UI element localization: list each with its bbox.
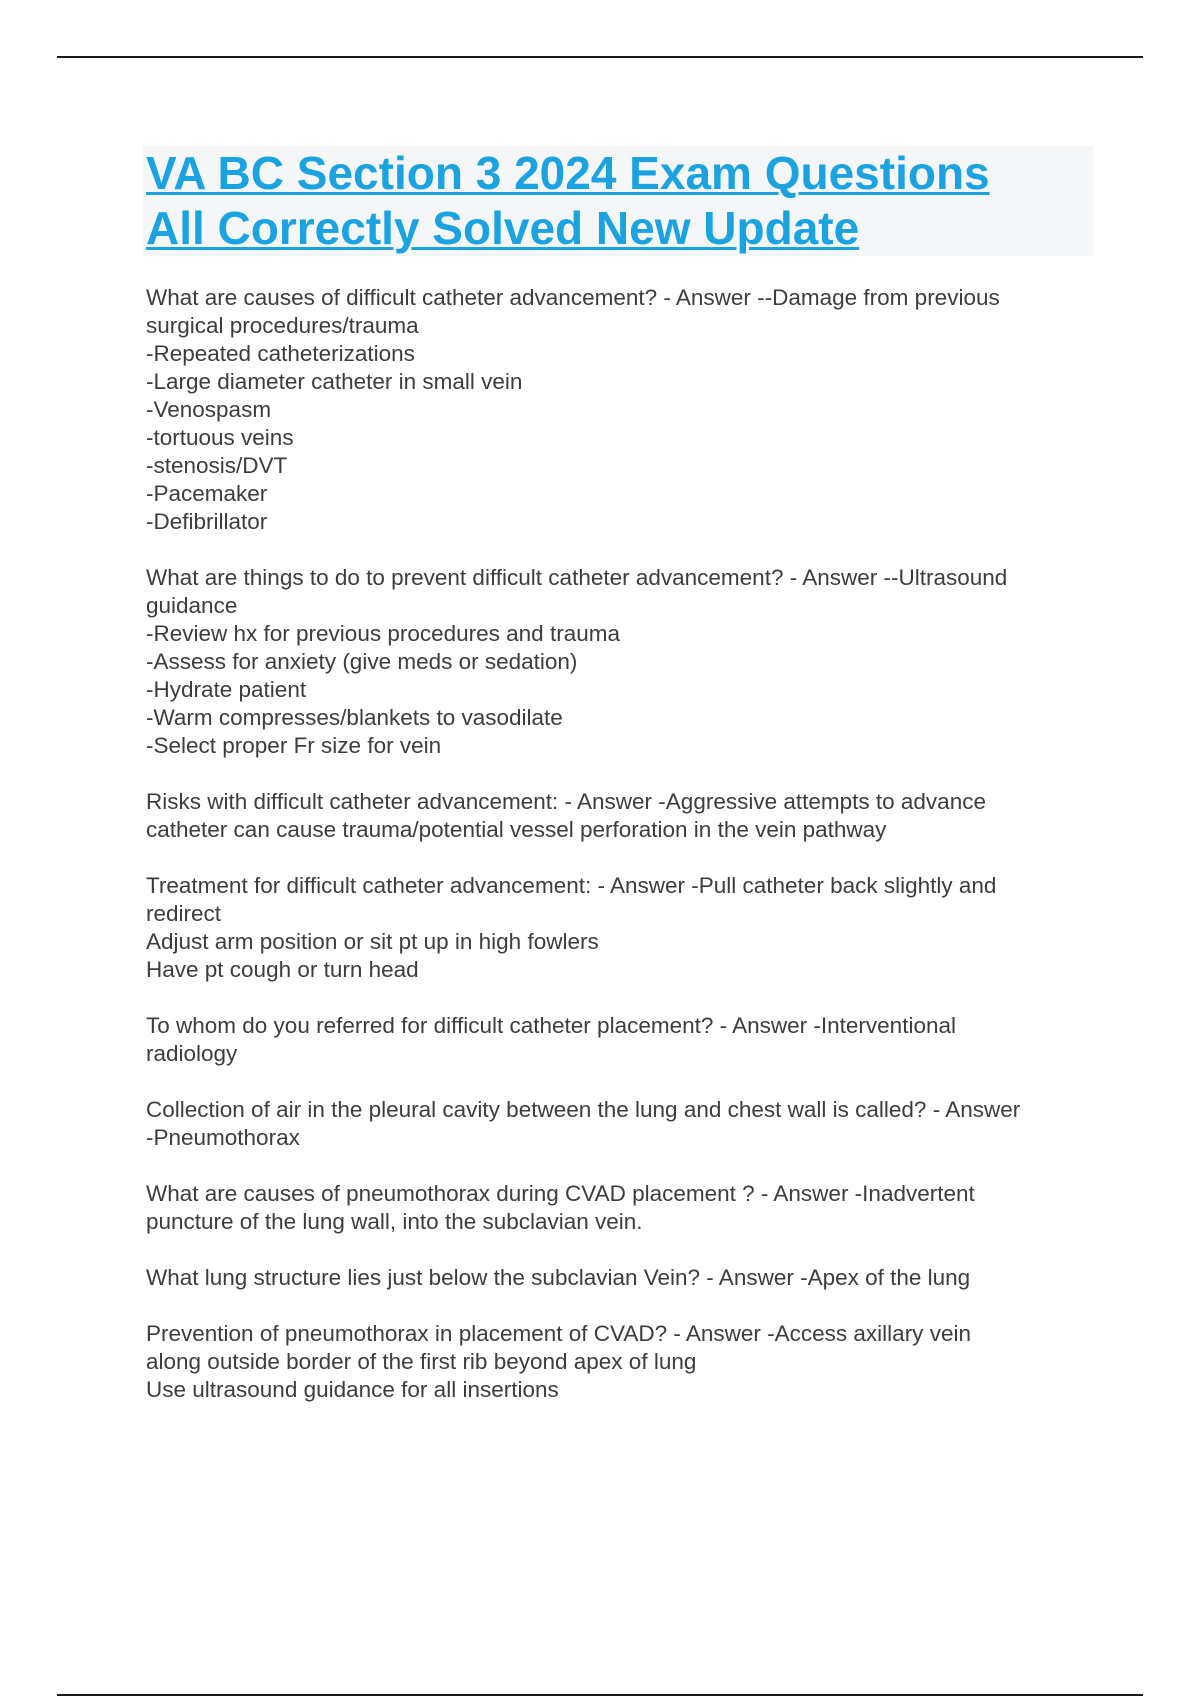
qa-line: catheter can cause trauma/potential vessel perforation in the vein pathway [146,817,887,842]
qa-line: -tortuous veins [146,425,294,450]
qa-line: -Select proper Fr size for vein [146,733,442,758]
qa-line: -Assess for anxiety (give meds or sedation) [146,649,578,674]
qa-block [146,1012,1096,1068]
qa-line: -Hydrate patient [146,677,307,702]
qa-line: Collection of air in the pleural cavity between the lung and chest wall is called? - Answer [146,1097,1021,1122]
qa-block [146,1320,1096,1404]
title-line-1[interactable]: VA BC Section 3 2024 Exam Questions [146,147,990,199]
qa-line: What are causes of difficult catheter advancement? - Answer --Damage from previous [146,285,1000,310]
qa-line: Prevention of pneumothorax in placement of CVAD? - Answer -Access axillary vein [146,1321,971,1346]
top-rule [57,56,1143,58]
qa-line: surgical procedures/trauma [146,313,419,338]
qa-line: To whom do you referred for difficult catheter placement? - Answer -Interventional [146,1013,956,1038]
qa-line: Risks with difficult catheter advancement: - Answer -Aggressive attempts to advance [146,789,986,814]
qa-block [146,788,1096,844]
qa-line: -Venospasm [146,397,272,422]
qa-line: -Repeated catheterizations [146,341,415,366]
qa-line: What lung structure lies just below the subclavian Vein? - Answer -Apex of the lung [146,1265,971,1290]
qa-block [146,284,1096,536]
qa-line: -Pneumothorax [146,1125,300,1150]
qa-line: What are things to do to prevent difficult catheter advancement? - Answer --Ultrasound [146,565,1008,590]
qa-line: along outside border of the first rib beyond apex of lung [146,1349,697,1374]
qa-line: What are causes of pneumothorax during CVAD placement ? - Answer -Inadvertent [146,1181,975,1206]
qa-block [146,872,1096,984]
qa-block [146,564,1096,760]
qa-line: -Large diameter catheter in small vein [146,369,523,394]
qa-line: -Review hx for previous procedures and trauma [146,621,620,646]
qa-block [146,1264,1096,1292]
bottom-rule [57,1694,1143,1696]
qa-line: -Defibrillator [146,509,268,534]
qa-content [146,284,1096,1432]
qa-block [146,1180,1096,1236]
qa-line: Have pt cough or turn head [146,957,419,982]
qa-line: -Pacemaker [146,481,268,506]
qa-line: redirect [146,901,222,926]
qa-line: guidance [146,593,238,618]
document-title[interactable] [146,146,1086,256]
qa-line: Use ultrasound guidance for all insertions [146,1377,559,1402]
qa-line: puncture of the lung wall, into the subclavian vein. [146,1209,643,1234]
qa-line: radiology [146,1041,238,1066]
qa-line: Treatment for difficult catheter advancement: - Answer -Pull catheter back slightly and [146,873,997,898]
qa-line: -Warm compresses/blankets to vasodilate [146,705,563,730]
qa-line: Adjust arm position or sit pt up in high fowlers [146,929,599,954]
qa-line: -stenosis/DVT [146,453,288,478]
qa-block [146,1096,1096,1152]
title-line-2[interactable]: All Correctly Solved New Update [146,202,860,254]
